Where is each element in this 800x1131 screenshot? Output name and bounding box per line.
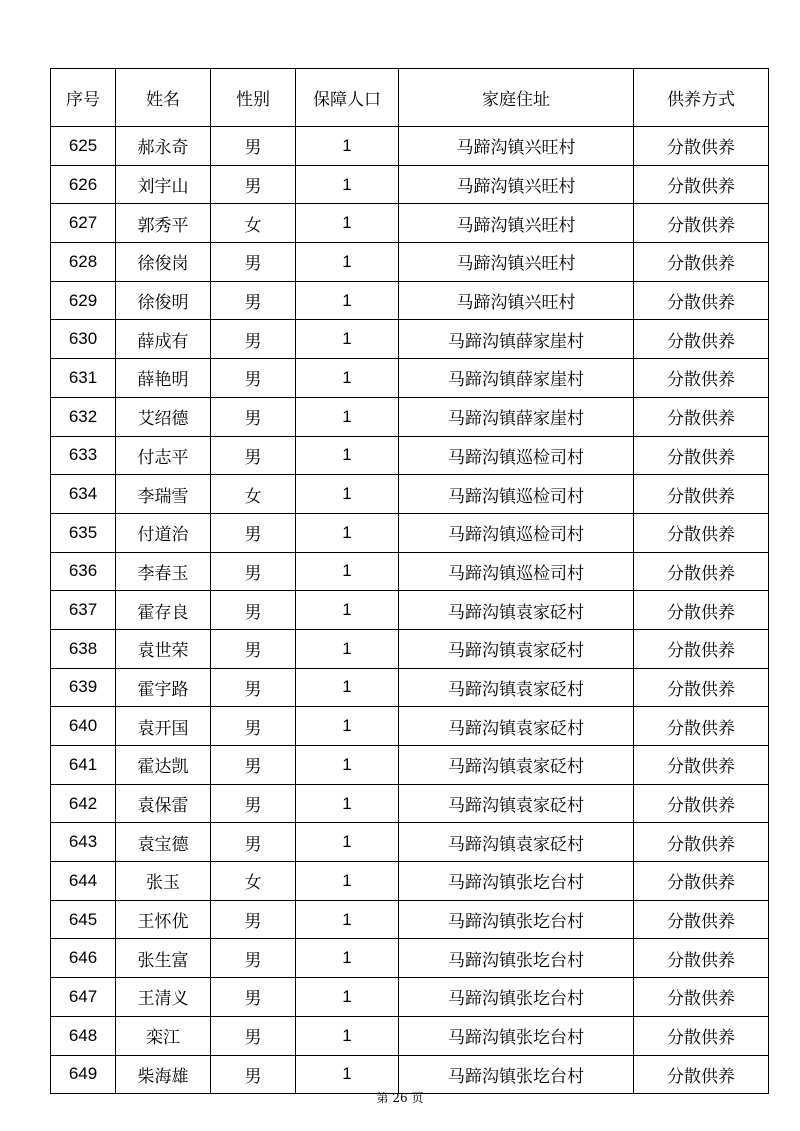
cell-address: 马蹄沟镇袁家砭村 [399,707,634,746]
table-row [51,552,769,591]
cell-address: 马蹄沟镇薛家崖村 [399,397,634,436]
cell-name: 袁开国 [116,707,211,746]
cell-population: 1 [296,939,399,978]
cell-support-type: 分散供养 [634,165,769,204]
cell-index: 628 [51,243,116,282]
cell-name: 薛成有 [116,320,211,359]
cell-index: 646 [51,939,116,978]
table-row [51,668,769,707]
cell-address: 马蹄沟镇袁家砭村 [399,668,634,707]
cell-index: 625 [51,127,116,166]
cell-support-type: 分散供养 [634,978,769,1017]
cell-address: 马蹄沟镇兴旺村 [399,127,634,166]
cell-population: 1 [296,165,399,204]
cell-support-type: 分散供养 [634,939,769,978]
cell-address: 马蹄沟镇兴旺村 [399,281,634,320]
cell-gender: 男 [211,900,296,939]
cell-gender: 男 [211,591,296,630]
cell-population: 1 [296,397,399,436]
roster-table [50,68,769,1094]
table-row [51,900,769,939]
cell-name: 霍宇路 [116,668,211,707]
cell-gender: 男 [211,978,296,1017]
cell-name: 郭秀平 [116,204,211,243]
cell-index: 648 [51,1016,116,1055]
cell-name: 付志平 [116,436,211,475]
cell-address: 马蹄沟镇兴旺村 [399,204,634,243]
cell-address: 马蹄沟镇巡检司村 [399,475,634,514]
cell-address: 马蹄沟镇巡检司村 [399,513,634,552]
cell-gender: 男 [211,668,296,707]
cell-address: 马蹄沟镇袁家砭村 [399,591,634,630]
cell-name: 张玉 [116,862,211,901]
table-row [51,475,769,514]
cell-name: 付道治 [116,513,211,552]
cell-index: 627 [51,204,116,243]
cell-gender: 男 [211,784,296,823]
cell-index: 635 [51,513,116,552]
cell-support-type: 分散供养 [634,591,769,630]
cell-population: 1 [296,707,399,746]
table-row [51,281,769,320]
table-row [51,629,769,668]
cell-gender: 男 [211,552,296,591]
cell-index: 647 [51,978,116,1017]
cell-name: 王清义 [116,978,211,1017]
cell-population: 1 [296,243,399,282]
cell-support-type: 分散供养 [634,320,769,359]
cell-support-type: 分散供养 [634,243,769,282]
cell-support-type: 分散供养 [634,900,769,939]
table-row [51,243,769,282]
cell-support-type: 分散供养 [634,513,769,552]
cell-support-type: 分散供养 [634,629,769,668]
table-row [51,436,769,475]
cell-index: 638 [51,629,116,668]
cell-address: 马蹄沟镇兴旺村 [399,165,634,204]
cell-support-type: 分散供养 [634,127,769,166]
header-index: 序号 [51,69,116,127]
cell-address: 马蹄沟镇张圪台村 [399,1055,634,1094]
table-row [51,359,769,398]
cell-population: 1 [296,281,399,320]
cell-gender: 男 [211,320,296,359]
cell-address: 马蹄沟镇袁家砭村 [399,784,634,823]
cell-name: 徐俊明 [116,281,211,320]
cell-support-type: 分散供养 [634,397,769,436]
cell-gender: 女 [211,862,296,901]
cell-name: 李春玉 [116,552,211,591]
cell-support-type: 分散供养 [634,746,769,785]
cell-population: 1 [296,1055,399,1094]
header-name: 姓名 [116,69,211,127]
cell-index: 639 [51,668,116,707]
cell-support-type: 分散供养 [634,823,769,862]
cell-gender: 男 [211,1016,296,1055]
cell-support-type: 分散供养 [634,436,769,475]
cell-gender: 女 [211,204,296,243]
cell-name: 张生富 [116,939,211,978]
cell-name: 袁世荣 [116,629,211,668]
table-row [51,591,769,630]
header-row [51,69,769,127]
cell-address: 马蹄沟镇巡检司村 [399,436,634,475]
cell-index: 642 [51,784,116,823]
cell-support-type: 分散供养 [634,862,769,901]
cell-index: 649 [51,1055,116,1094]
table-row [51,320,769,359]
cell-address: 马蹄沟镇薛家崖村 [399,320,634,359]
cell-index: 631 [51,359,116,398]
cell-name: 栾江 [116,1016,211,1055]
cell-population: 1 [296,629,399,668]
cell-index: 645 [51,900,116,939]
cell-gender: 男 [211,243,296,282]
cell-gender: 男 [211,823,296,862]
cell-population: 1 [296,513,399,552]
cell-index: 634 [51,475,116,514]
cell-population: 1 [296,552,399,591]
cell-support-type: 分散供养 [634,204,769,243]
cell-population: 1 [296,668,399,707]
table-row [51,862,769,901]
cell-name: 王怀优 [116,900,211,939]
cell-population: 1 [296,127,399,166]
cell-index: 641 [51,746,116,785]
table-row [51,823,769,862]
table-row [51,939,769,978]
cell-gender: 男 [211,281,296,320]
cell-gender: 男 [211,707,296,746]
cell-index: 632 [51,397,116,436]
header-address: 家庭住址 [399,69,634,127]
cell-gender: 男 [211,436,296,475]
cell-address: 马蹄沟镇袁家砭村 [399,629,634,668]
cell-index: 637 [51,591,116,630]
cell-support-type: 分散供养 [634,359,769,398]
table-row [51,784,769,823]
table-row [51,978,769,1017]
header-support-type: 供养方式 [634,69,769,127]
table-header [51,69,769,127]
cell-gender: 男 [211,746,296,785]
table-row [51,204,769,243]
cell-population: 1 [296,746,399,785]
cell-gender: 女 [211,475,296,514]
cell-name: 袁保雷 [116,784,211,823]
cell-population: 1 [296,900,399,939]
cell-support-type: 分散供养 [634,281,769,320]
cell-address: 马蹄沟镇张圪台村 [399,939,634,978]
table-row [51,513,769,552]
cell-address: 马蹄沟镇张圪台村 [399,978,634,1017]
table-row [51,746,769,785]
cell-index: 626 [51,165,116,204]
cell-name: 艾绍德 [116,397,211,436]
header-gender: 性别 [211,69,296,127]
cell-support-type: 分散供养 [634,707,769,746]
cell-index: 640 [51,707,116,746]
cell-name: 李瑞雪 [116,475,211,514]
cell-population: 1 [296,978,399,1017]
cell-population: 1 [296,359,399,398]
cell-index: 633 [51,436,116,475]
cell-address: 马蹄沟镇兴旺村 [399,243,634,282]
cell-gender: 男 [211,165,296,204]
cell-address: 马蹄沟镇张圪台村 [399,1016,634,1055]
cell-population: 1 [296,320,399,359]
cell-name: 霍存良 [116,591,211,630]
table-row [51,1016,769,1055]
cell-address: 马蹄沟镇袁家砭村 [399,823,634,862]
cell-support-type: 分散供养 [634,784,769,823]
cell-index: 644 [51,862,116,901]
cell-support-type: 分散供养 [634,1055,769,1094]
cell-index: 629 [51,281,116,320]
cell-support-type: 分散供养 [634,668,769,707]
cell-address: 马蹄沟镇张圪台村 [399,900,634,939]
cell-gender: 男 [211,1055,296,1094]
cell-address: 马蹄沟镇薛家崖村 [399,359,634,398]
cell-population: 1 [296,784,399,823]
cell-support-type: 分散供养 [634,1016,769,1055]
cell-index: 636 [51,552,116,591]
cell-gender: 男 [211,939,296,978]
cell-population: 1 [296,823,399,862]
cell-name: 霍达凯 [116,746,211,785]
cell-name: 袁宝德 [116,823,211,862]
cell-population: 1 [296,1016,399,1055]
cell-address: 马蹄沟镇袁家砭村 [399,746,634,785]
cell-population: 1 [296,475,399,514]
cell-gender: 男 [211,359,296,398]
cell-name: 刘宇山 [116,165,211,204]
table-body [51,127,769,1094]
cell-address: 马蹄沟镇巡检司村 [399,552,634,591]
cell-address: 马蹄沟镇张圪台村 [399,862,634,901]
page-footer: 第 26 页 [376,1091,424,1105]
cell-index: 630 [51,320,116,359]
cell-gender: 男 [211,629,296,668]
table-row [51,165,769,204]
cell-index: 643 [51,823,116,862]
header-population: 保障人口 [296,69,399,127]
cell-gender: 男 [211,397,296,436]
table-row [51,1055,769,1094]
cell-population: 1 [296,591,399,630]
cell-name: 薛艳明 [116,359,211,398]
table-row [51,127,769,166]
cell-population: 1 [296,204,399,243]
cell-population: 1 [296,862,399,901]
table-row [51,397,769,436]
cell-gender: 男 [211,513,296,552]
cell-support-type: 分散供养 [634,552,769,591]
cell-population: 1 [296,436,399,475]
table-row [51,707,769,746]
cell-support-type: 分散供养 [634,475,769,514]
cell-gender: 男 [211,127,296,166]
cell-name: 郝永奇 [116,127,211,166]
cell-name: 徐俊岗 [116,243,211,282]
cell-name: 柴海雄 [116,1055,211,1094]
